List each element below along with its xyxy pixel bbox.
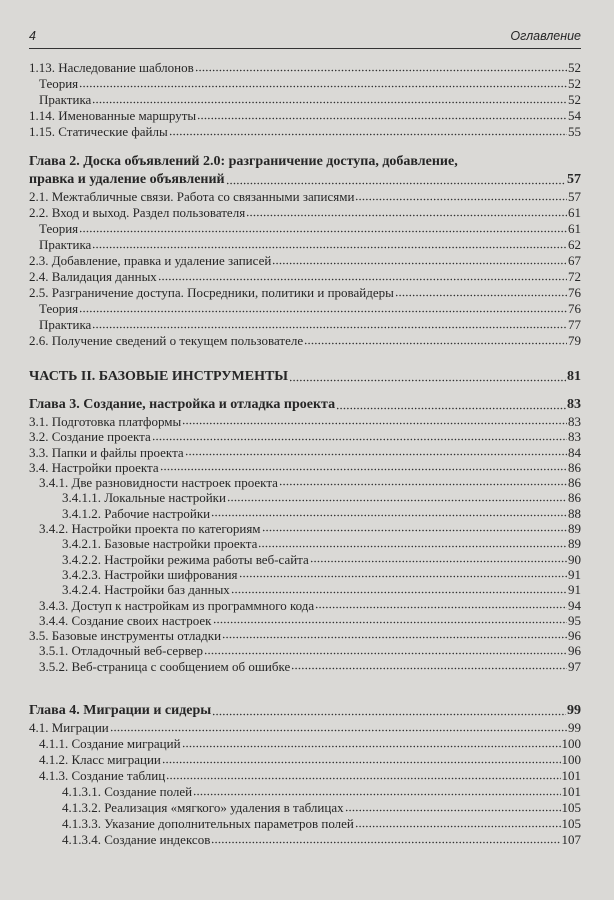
toc-entry — [29, 108, 581, 124]
toc-entry-page: 61 — [568, 221, 581, 236]
toc-entry-page: 54 — [568, 108, 581, 123]
toc-entry-title: Практика — [39, 92, 92, 107]
toc-entry — [29, 60, 581, 76]
toc-entry — [29, 317, 581, 333]
toc-entry-page: 52 — [568, 76, 581, 91]
dot-leader — [213, 621, 568, 624]
dot-leader — [79, 310, 567, 313]
dot-leader — [315, 606, 567, 609]
toc-entry-page: 84 — [568, 444, 581, 460]
dot-leader — [92, 326, 567, 329]
toc-entry — [29, 736, 581, 752]
toc-section-chapter4 — [29, 702, 581, 848]
toc-entry — [29, 643, 581, 658]
toc-entry — [29, 205, 581, 221]
toc-entry-page: 62 — [568, 237, 581, 252]
toc-entry-title: 3.4.2.4. Настройки баз данных — [62, 582, 230, 598]
dot-leader — [336, 407, 566, 410]
toc-entry-title: 3.2. Создание проекта — [29, 429, 151, 445]
toc-entry-title: 3.4.1. Две разновидности настроек проекта — [39, 475, 278, 491]
toc-entry-title: 3.5.1. Отладочный веб-сервер — [39, 643, 204, 659]
toc-entry-page: 91 — [568, 566, 581, 582]
dot-leader — [355, 198, 567, 201]
toc-entry-title: 2.2. Вход и выход. Раздел пользователя — [29, 205, 246, 220]
toc-entry-title: правка и удаление объявлений — [29, 172, 225, 187]
toc-entry — [29, 253, 581, 269]
toc-entry-title: 3.4.3. Доступ к настройкам из программного кода — [39, 597, 315, 613]
toc-entry-title: 3.4.2. Настройки проекта по категориям — [39, 521, 261, 537]
toc-entry-title: Глава 4. Миграции и сидеры — [29, 703, 212, 718]
toc-entry — [29, 76, 581, 92]
dot-leader — [197, 117, 567, 120]
toc-entry-page: 91 — [568, 582, 581, 598]
dot-leader — [289, 379, 566, 382]
toc-entry-page: 86 — [568, 459, 581, 475]
toc-entry — [29, 124, 581, 140]
toc-entry — [29, 613, 581, 628]
toc-entry-page: 95 — [568, 612, 581, 628]
dot-leader — [152, 438, 567, 441]
toc-entry-title: 4.1.3.4. Создание индексов — [62, 832, 211, 847]
running-header — [29, 26, 581, 49]
toc-entry-title: 3.4. Настройки проекта — [29, 459, 159, 475]
dot-leader — [211, 514, 567, 517]
toc-entry-title: 3.4.1.1. Локальные настройки — [62, 490, 226, 506]
toc-entry — [29, 301, 581, 317]
toc-entry-page: 55 — [568, 124, 581, 139]
dot-leader — [193, 793, 560, 796]
toc-entry-page: 86 — [568, 490, 581, 506]
toc-entry-page: 99 — [568, 720, 581, 735]
toc-entry-page: 94 — [568, 597, 581, 613]
toc-entry — [29, 521, 581, 536]
toc-entry-page: 72 — [568, 269, 581, 284]
toc-entry-title: 2.3. Добавление, правка и удаление записей — [29, 253, 272, 268]
toc-entry-page: 76 — [568, 301, 581, 316]
toc-entry — [29, 414, 581, 429]
toc-entry — [29, 628, 581, 643]
toc-entry — [29, 832, 581, 848]
toc-entry-title: Теория — [39, 76, 79, 91]
toc-entry-title: 2.6. Получение сведений о текущем пользователе — [29, 333, 304, 348]
toc-entry-title: Глава 2. Доска объявлений 2.0: разграничение доступа, добавление, — [29, 154, 458, 169]
toc-entry — [29, 429, 581, 444]
toc-entry — [29, 237, 581, 253]
dot-leader — [355, 825, 561, 828]
toc-entry — [29, 800, 581, 816]
toc-entry — [29, 567, 581, 582]
dot-leader — [279, 483, 567, 486]
toc-entry — [29, 659, 581, 674]
dot-leader — [231, 591, 567, 594]
dot-leader — [110, 729, 567, 732]
toc-entry-page: 86 — [568, 475, 581, 491]
toc-heading — [29, 702, 581, 720]
toc-entry — [29, 552, 581, 567]
toc-section-chapter2 — [29, 153, 581, 349]
toc-entry-page: 76 — [568, 285, 581, 300]
toc-heading — [29, 153, 581, 171]
toc-entry-title: 3.4.2.1. Базовые настройки проекта — [62, 536, 258, 552]
toc-entry-title: 4.1.2. Класс миграции — [39, 752, 161, 767]
toc-entry-page: 89 — [568, 521, 581, 537]
dot-leader — [79, 85, 567, 88]
toc-entry — [29, 720, 581, 736]
toc-entry-page: 105 — [561, 816, 581, 831]
toc-entry-title: Практика — [39, 237, 92, 252]
toc-entry-page: 57 — [568, 189, 581, 204]
toc-entry — [29, 598, 581, 613]
dot-leader — [258, 545, 567, 548]
toc-entry-title: 3.4.2.2. Настройки режима работы веб-сайта — [62, 551, 309, 567]
toc-section-part2 — [29, 368, 581, 386]
toc-entry — [29, 768, 581, 784]
toc-entry-title: 4.1.3. Создание таблиц — [39, 768, 166, 783]
toc-entry-page: 105 — [561, 800, 581, 815]
toc-entry-title: 4.1. Миграции — [29, 720, 109, 735]
toc-entry-title: 3.1. Подготовка платформы — [29, 414, 182, 429]
toc-entry-page: 100 — [561, 736, 581, 751]
dot-leader — [395, 294, 567, 297]
toc-entry-title: Теория — [39, 221, 79, 236]
dot-leader — [182, 745, 561, 748]
toc-entry-page: 52 — [568, 60, 581, 75]
toc-entry-page: 101 — [561, 768, 581, 783]
toc-entry-title: Глава 3. Создание, настройка и отладка проекта — [29, 397, 336, 412]
page-number: 4 — [29, 29, 36, 43]
toc-entry-page: 81 — [567, 369, 581, 384]
running-title: Оглавление — [510, 29, 581, 43]
toc-heading — [29, 396, 581, 414]
toc-entry — [29, 784, 581, 800]
toc-heading — [29, 171, 581, 189]
toc-entry-page: 96 — [568, 643, 581, 659]
toc-entry-page: 77 — [568, 317, 581, 332]
toc-entry — [29, 445, 581, 460]
toc-entry-title: ЧАСТЬ II. БАЗОВЫЕ ИНСТРУМЕНТЫ — [29, 369, 289, 384]
toc-entry — [29, 333, 581, 349]
dot-leader — [195, 69, 567, 72]
toc-entry-page: 57 — [567, 172, 581, 187]
toc-entry-title: 3.5. Базовые инструменты отладки — [29, 628, 222, 644]
dot-leader — [185, 453, 567, 456]
toc-entry — [29, 221, 581, 237]
dot-leader — [212, 713, 566, 716]
toc-entry — [29, 536, 581, 551]
dot-leader — [272, 262, 567, 265]
toc-entry — [29, 752, 581, 768]
toc-entry — [29, 269, 581, 285]
toc-entry — [29, 460, 581, 475]
toc-entry-title: 4.1.3.1. Создание полей — [62, 784, 193, 799]
toc-entry-title: Практика — [39, 317, 92, 332]
toc-entry-page: 97 — [568, 658, 581, 674]
toc-entry-title: 3.3. Папки и файлы проекта — [29, 444, 184, 460]
dot-leader — [262, 529, 567, 532]
toc-entry-title: 2.1. Межтабличные связи. Работа со связанными записями — [29, 189, 355, 204]
toc-entry-page: 61 — [568, 205, 581, 220]
toc-entry-title: 3.4.1.2. Рабочие настройки — [62, 505, 211, 521]
dot-leader — [92, 101, 567, 104]
toc-entry-title: 1.14. Именованные маршруты — [29, 108, 197, 123]
dot-leader — [246, 214, 567, 217]
toc-entry-page: 101 — [561, 784, 581, 799]
toc-entry-page: 100 — [561, 752, 581, 767]
toc-entry-title: 1.13. Наследование шаблонов — [29, 60, 194, 75]
toc-entry-title: 4.1.3.3. Указание дополнительных параметров полей — [62, 816, 354, 831]
dot-leader — [162, 761, 561, 764]
toc-heading — [29, 368, 581, 386]
toc-entry-title: Теория — [39, 301, 79, 316]
toc-entry-page: 83 — [568, 414, 581, 429]
toc-entry-title: 2.5. Разграничение доступа. Посредники, политики и провайдеры — [29, 285, 394, 300]
dot-leader — [226, 182, 566, 185]
toc-entry-page: 52 — [568, 92, 581, 107]
dot-leader — [166, 777, 560, 780]
toc-entry-title: 1.15. Статические файлы — [29, 124, 168, 139]
dot-leader — [182, 422, 567, 425]
dot-leader — [79, 230, 567, 233]
dot-leader — [345, 809, 561, 812]
toc-section-chapter3 — [29, 396, 581, 674]
dot-leader — [160, 468, 567, 471]
toc-entry — [29, 582, 581, 597]
dot-leader — [158, 278, 567, 281]
dot-leader — [227, 499, 567, 502]
toc-entry-title: 3.4.4. Создание своих настроек — [39, 612, 212, 628]
dot-leader — [239, 575, 567, 578]
dot-leader — [304, 342, 567, 345]
toc-section-chapter1-end — [29, 60, 581, 140]
toc-entry-page: 79 — [568, 333, 581, 348]
toc-entry-title: 3.5.2. Веб-страница с сообщением об ошибке — [39, 658, 291, 674]
toc-entry — [29, 189, 581, 205]
dot-leader — [204, 652, 567, 655]
dot-leader — [211, 841, 560, 844]
toc-entry — [29, 490, 581, 505]
toc-entry — [29, 506, 581, 521]
toc-entry — [29, 285, 581, 301]
toc-entry-page: 83 — [567, 397, 581, 412]
toc-entry-page: 96 — [568, 628, 581, 644]
toc-entry-title: 4.1.3.2. Реализация «мягкого» удаления в таблицах — [62, 800, 344, 815]
toc-entry — [29, 816, 581, 832]
toc-entry-page: 99 — [567, 703, 581, 718]
dot-leader — [169, 133, 567, 136]
toc-entry-title: 2.4. Валидация данных — [29, 269, 157, 284]
toc-entry-page: 83 — [568, 429, 581, 445]
dot-leader — [291, 667, 567, 670]
dot-leader — [310, 560, 567, 563]
toc-entry-page: 89 — [568, 536, 581, 552]
toc-entry-page: 107 — [561, 832, 581, 847]
dot-leader — [92, 246, 567, 249]
toc-entry-page: 90 — [568, 551, 581, 567]
toc-entry — [29, 475, 581, 490]
toc-entry-title: 4.1.1. Создание миграций — [39, 736, 181, 751]
toc-entry — [29, 92, 581, 108]
toc-entry-page: 67 — [568, 253, 581, 268]
toc-entry-page: 88 — [568, 505, 581, 521]
dot-leader — [222, 636, 567, 639]
toc-entry-title: 3.4.2.3. Настройки шифрования — [62, 566, 238, 582]
